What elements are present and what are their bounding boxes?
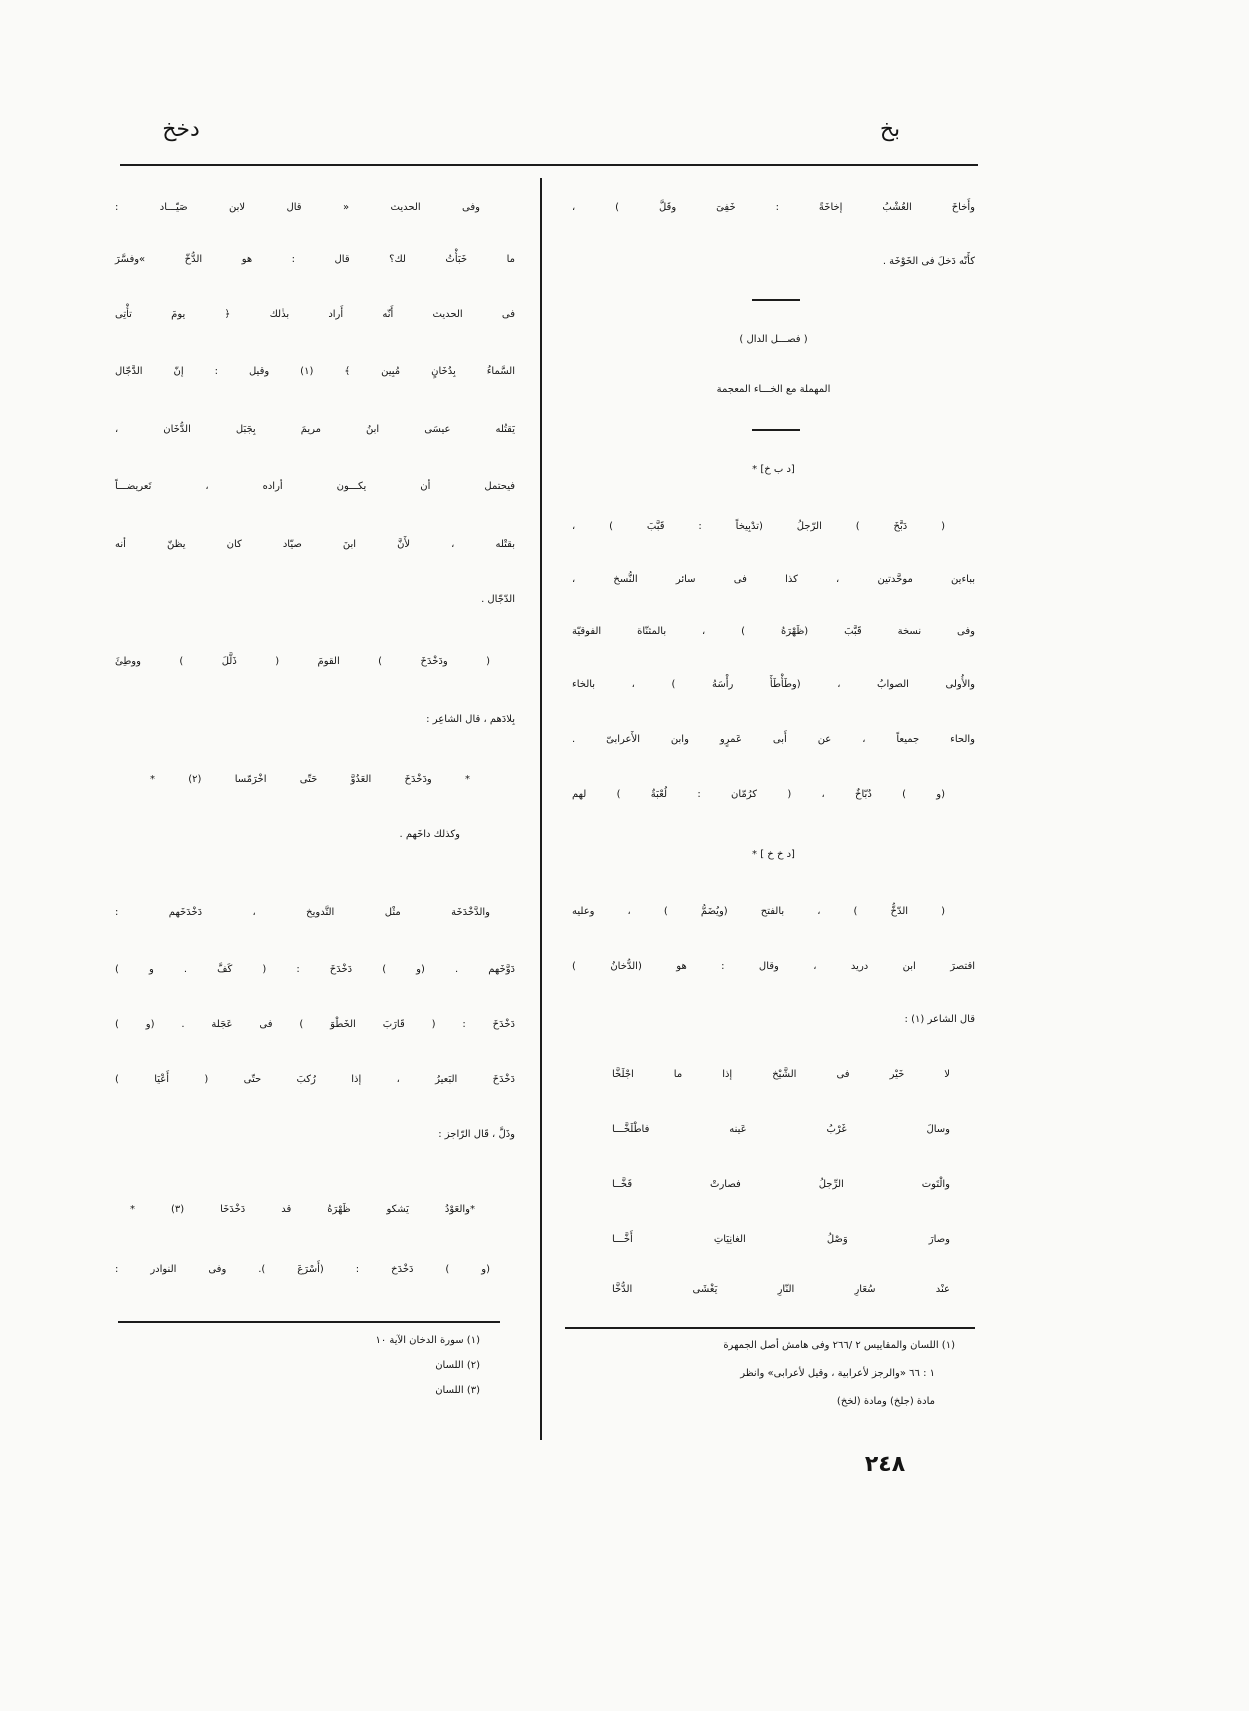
text-line: (و ) دَخْدَخ : (أَسْرَعَ ). وفى النوادر : bbox=[115, 1264, 490, 1275]
text-line: بقتْله ، لأَنَّ ابنَ صيّاد كان يظنّ أنه bbox=[115, 539, 515, 550]
text-line: الدّجّال . bbox=[481, 594, 515, 605]
running-head-left: دخخ bbox=[162, 117, 200, 142]
footnote-rule bbox=[565, 1327, 975, 1329]
header-rule bbox=[120, 164, 978, 166]
text-line: وأَخاخَ العُشْبُ إخاخَةً : خَفِىَ وقَلَّ ) ، bbox=[572, 202, 975, 213]
section-rule bbox=[752, 299, 800, 301]
section-rule bbox=[752, 429, 800, 431]
text-line: السَّماءُ بِدُخَانٍ مُبِين ﴾ (١) وقيل : إنّ الدَّجّال bbox=[115, 366, 515, 377]
text-line: كأَنّه دَخلَ فى الخَوْخَة . bbox=[882, 256, 975, 267]
section-heading: ( فصـــل الدال ) bbox=[739, 334, 808, 345]
verse-line: والْتَوت الرِّجلُ فصارتْ فَخَّــا bbox=[612, 1179, 950, 1190]
text-line: يَقتُله عيسَى ابنُ مريمَ بِجَبَل الدُّخَان ، bbox=[115, 424, 515, 435]
verse-line: * ودَخْدَخَ العَدُوَّ حَتّى اخْرَمّسا (٢) * bbox=[150, 774, 470, 785]
footnote: مادة (جلخ) ومادة (لخخ) bbox=[836, 1396, 935, 1407]
column-divider bbox=[540, 178, 542, 1440]
verse-line: وسالَ غَرْبُ عَينه فاطْلَخَّـــا bbox=[612, 1124, 950, 1135]
text-line: دَخْدَخَ : ( قَارَبَ الخَطْوَ ) فى عَجَلة . (و ) bbox=[115, 1019, 515, 1030]
text-line: ( الدّخُّ ) ، بالفتح (ويُضَمُّ ) ، وعليه bbox=[572, 906, 945, 917]
text-line: ما خَبَأْتُ لك؟ قال : هو الدُّخّ »وفسَّرَ bbox=[115, 254, 515, 265]
entry-root-heading: [د ب خ] * bbox=[752, 464, 795, 475]
verse-line: وصارَ وَصْلُ الغانِيَاتِ أَخَّـــا bbox=[612, 1234, 950, 1245]
footnote: (١) سورة الدخان الآية ١٠ bbox=[375, 1335, 480, 1346]
footnote: (٢) اللسان bbox=[435, 1360, 480, 1371]
footnote: (٣) اللسان bbox=[435, 1385, 480, 1396]
text-line: والحاء جميعاً ، عن أَبى عَمرٍو وابن الأَعرابىّ . bbox=[572, 734, 975, 745]
entry-root-heading: [د خ خ ] * bbox=[752, 849, 795, 860]
text-line: دَخْدَخَ البَعيرُ ، إذا رُكبَ حتّى ( أَعْيَا ) bbox=[115, 1074, 515, 1085]
text-line: دَوَّخَهم . (و ) دَخْدَخَ : ( كَفَّ . و ) bbox=[115, 964, 515, 975]
text-line: وذَلَّ ، قَال الرّاجز : bbox=[438, 1129, 515, 1140]
text-line: وفى الحديث « قال لابن صَيّـــاد : bbox=[115, 202, 480, 213]
verse-line: لا خَيْر فى الشَّيْخ إذا ما اجْلَخَّا bbox=[612, 1069, 950, 1080]
running-head-right: بخ bbox=[879, 117, 901, 142]
text-line: فيحتمل أن يكـــون أراده ، تَعريضـــاً bbox=[115, 481, 515, 492]
text-line: وكذلك داخَهم . bbox=[399, 829, 460, 840]
footnote: (١) اللسان والمقاييس ٢ /٢٦٦ وفى هامش أصل الجمهرة bbox=[723, 1340, 955, 1351]
page-number: ٢٤٨ bbox=[864, 1452, 906, 1477]
section-subheading: المهملة مع الخـــاء المعجمة bbox=[716, 384, 831, 395]
text-line: والدَّخْدَخَة مثْل التَّدويخ ، دَخْدَخَهم : bbox=[115, 907, 490, 918]
footnote-rule bbox=[118, 1321, 500, 1323]
text-line: ( ودَخْدَخَ ) القومَ ( ذَلَّلَ ) ووطِئَ bbox=[115, 656, 490, 667]
text-line: فى الحديث أَنّه أَراد بذٰلك ﴿ يومَ تأْتِى bbox=[115, 309, 515, 320]
text-line: وفى نسخة قَبَّبَ (ظَهْرَهُ ) ، بالمثنّاة الفوقيّة bbox=[572, 626, 975, 637]
verse-line: *والعَوْدُ يَشكو ظَهْرَهُ قد دَخْدَخَا (٣) * bbox=[130, 1204, 475, 1215]
verse-line: عنْد سُعَارِ النّارِ يَغْشَى الدُّخَّا bbox=[612, 1284, 950, 1295]
text-line: اقتصرَ ابن دريد ، وقال : هو (الدُّخانُ ) bbox=[572, 961, 975, 972]
footnote: ١ : ٦٦ «والرجز لأعرابية ، وقيل لأعرابى» وانظر bbox=[740, 1368, 935, 1379]
text-line: ( دَبَّخَ ) الرّجلُ (تدْبِيخاً : قَبَّبَ ) ، bbox=[572, 521, 945, 532]
text-line: (و ) دُبّاخٌ ، ( كرُمّان : لُعْبَةٌ ) لهم bbox=[572, 789, 945, 800]
text-line: قال الشاعر (١) : bbox=[904, 1014, 975, 1025]
text-line: بِلادَهم ، قال الشاعِر : bbox=[426, 714, 515, 725]
text-line: بباءين موحَّدتين ، كذا فى سائر النُّسخ ، bbox=[572, 574, 975, 585]
text-line: والأُولى الصوابُ ، (وطَأْطَأَ رأْسَهُ ) ، بالخاء bbox=[572, 679, 975, 690]
